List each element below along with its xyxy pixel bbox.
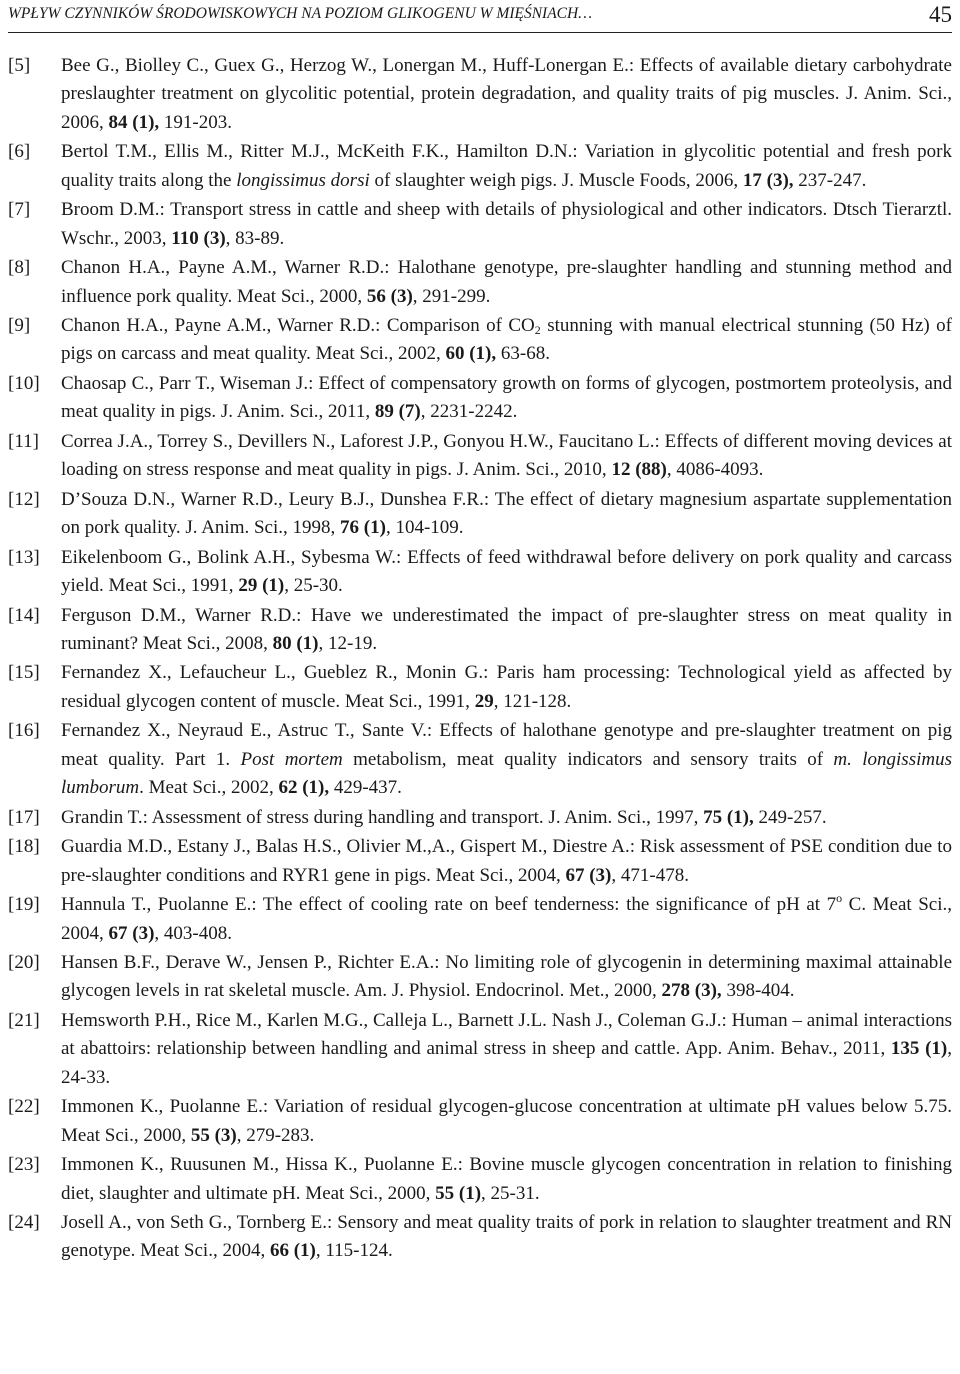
reference-segment: 2 [534,323,541,338]
reference-number: [24] [8,1212,40,1234]
reference-segment: Hansen B.F., Derave W., Jensen P., Richter E.A.: No limiting role of glycogenin in determining maximal attainable glycogen levels in rat skeletal muscle. Am. J. Physiol. Endocrinol. Met., 2000, [61,952,952,1002]
reference-segment: Guardia M.D., Estany J., Balas H.S., Olivier M.,A., Gispert M., Diestre A.: Risk assessment of PSE condition due to pre-slaughter conditions and RYR1 gene in pigs. Meat Sci., 2004, [61,836,952,886]
reference-number: [20] [8,952,40,973]
reference-item [8,196,952,253]
reference-segment: 84 (1), [108,111,160,133]
reference-text [61,952,952,1001]
reference-item [8,659,952,716]
reference-segment: Bertol T.M., Ellis M., Ritter M.J., McKeith F.K., Hamilton D.N.: Variation in glycolitic potential and fresh pork quality traits along the [61,141,952,191]
reference-item [8,254,952,311]
reference-item [8,428,952,485]
reference-segment: Chanon H.A., Payne A.M., Warner R.D.: Comparison of CO [61,315,535,337]
reference-segment: 80 (1) [272,632,319,654]
reference-text [61,1010,952,1088]
reference-list [8,52,952,1267]
reference-segment: 55 (1) [435,1182,482,1204]
reference-number: [7] [8,199,31,221]
reference-segment: stunning with manual electrical stunning (50 Hz) of pigs on carcass and meat quality. Meat Sci., 2002, [61,315,952,365]
reference-text [61,55,952,133]
reference-number: [21] [8,1009,40,1031]
reference-segment: 135 (1) [890,1038,948,1060]
reference-segment: 191-203. [159,111,232,133]
reference-item [8,1007,952,1092]
reference-number: [9] [8,315,31,337]
reference-text [61,257,952,306]
page-number: 45 [929,2,952,27]
reference-text [61,720,952,798]
reference-segment: Immonen K., Ruusunen M., Hissa K., Puolanne E.: Bovine muscle glycogen concentration in relation to finishing diet, slaughter and ultimate pH. Meat Sci., 2000, [61,1154,952,1204]
reference-segment: 56 (3) [366,285,413,307]
reference-item [8,833,952,890]
reference-number: [12] [8,488,40,510]
reference-item [8,717,952,802]
reference-segment: 17 (3), [742,169,794,191]
reference-text [61,891,952,944]
reference-segment: longissimus dorsi [236,169,370,191]
reference-segment: Correa J.A., Torrey S., Devillers N., Laforest J.P., Gonyou H.W., Faucitano L.: Effects of different moving devices at loading on stress response and meat quality in pigs. J. Anim. Sci., 2010, [61,430,952,481]
reference-segment: Grandin T.: Assessment of stress during handling and transport. J. Anim. Sci., 1997, [61,806,704,828]
reference-text [61,141,952,190]
reference-number: [14] [8,604,40,626]
reference-segment: Fernandez X., Neyraud E., Astruc T., Sante V.: Effects of halothane genotype and pre-slaughter treatment on pig meat quality. Part 1. [61,720,952,770]
reference-segment: , 12-19. [318,632,378,654]
reference-segment: Hemsworth P.H., Rice M., Karlen M.G., Calleja L., Barnett J.L. Nash J., Coleman G.J.: Human – animal interactions at abattoirs: relationship between handling and animal stress in sheep and cattle. App. Anim. Behav., 2011, [61,1009,952,1060]
reference-segment: , 471-478. [611,864,689,886]
reference-item [8,486,952,543]
reference-number: [18] [8,836,40,858]
reference-text [61,1212,952,1261]
reference-text [61,547,952,596]
reference-number: [6] [8,141,31,163]
reference-segment: 62 (1), [278,777,330,799]
reference-number: [13] [8,546,40,568]
reference-text [61,1096,952,1145]
reference-segment: 110 (3) [171,227,226,249]
reference-segment: 55 (3) [190,1124,237,1146]
reference-segment: metabolism, meat quality indicators and sensory traits of [342,748,834,770]
reference-segment: , 4086-4093. [666,459,764,481]
reference-segment: , 83-89. [225,227,285,249]
reference-text [61,315,952,364]
reference-text [61,662,952,711]
reference-text [61,489,952,538]
reference-segment: 63-68. [496,343,550,365]
reference-text [61,836,952,885]
reference-number: [8] [8,257,31,279]
reference-segment: 429-437. [329,777,402,799]
reference-segment: Fernandez X., Lefaucheur L., Gueblez R., Monin G.: Paris ham processing: Technological yield as affected by residual glycogen content of muscle. Meat Sci., 1991, [61,662,952,712]
reference-segment: m. longissimus lumborum [61,748,952,799]
reference-segment: Hannula T., Puolanne E.: The effect of cooling rate on beef tenderness: the significance of pH at 7 [61,894,837,916]
reference-segment: , 115-124. [315,1240,393,1262]
reference-item [8,891,952,948]
reference-segment: 29 (1) [238,575,285,597]
reference-item [8,370,952,427]
reference-number: [17] [8,806,40,828]
reference-segment: , 25-31. [481,1182,540,1204]
reference-segment: of slaughter weigh pigs. J. Muscle Foods, 2006, [369,169,743,191]
reference-number: [23] [8,1154,40,1176]
reference-segment: 398-404. [721,980,795,1002]
reference-segment: Chanon H.A., Payne A.M., Warner R.D.: Halothane genotype, pre-slaughter handling and stunning method and influence pork quality. Meat Sci., 2000, [61,257,952,307]
reference-segment: , 403-408. [154,922,232,944]
reference-segment: 89 (7) [374,401,421,423]
reference-segment: , 104-109. [385,517,464,539]
reference-segment: 75 (1), [703,806,754,828]
reference-item [8,1151,952,1208]
reference-segment: 67 (3) [108,922,155,944]
reference-segment: Eikelenboom G., Bolink A.H., Sybesma W.: Effects of feed withdrawal before delivery on pork quality and carcass yield. Meat Sci., 1991, [61,546,952,597]
reference-segment: D’Souza D.N., Warner R.D., Leury B.J., Dunshea F.R.: The effect of dietary magnesium aspartate supplementation on pork quality. J. Anim. Sci., 1998, [61,488,952,539]
reference-segment: 12 (88) [611,459,667,481]
reference-segment: 66 (1) [269,1240,316,1262]
reference-segment: , 279-283. [236,1124,315,1146]
reference-segment: Bee G., Biolley C., Guex G., Herzog W., Lonergan M., Huff-Lonergan E.: Effects of available dietary carbohydrate preslaughter treatment on glycolitic potential, protein degradation, and quality traits of pig muscles. J. Anim. Sci., 2006, [61,55,952,133]
reference-segment: , 25-30. [284,575,343,597]
reference-segment: 249-257. [753,806,827,828]
reference-segment: 67 (3) [565,864,612,886]
reference-segment: , 2231-2242. [420,401,518,423]
reference-segment: , 24-33. [61,1038,952,1088]
reference-item [8,949,952,1006]
reference-number: [22] [8,1096,40,1118]
reference-text [61,605,952,654]
reference-segment: Broom D.M.: Transport stress in cattle and sheep with details of physiological and other indicators. Dtsch Tierarztl. Wschr., 2003, [61,199,952,249]
reference-number: [10] [8,372,40,394]
reference-item [8,138,952,195]
reference-text [61,1154,952,1203]
reference-item [8,312,952,369]
reference-segment: Ferguson D.M., Warner R.D.: Have we underestimated the impact of pre-slaughter stress on meat quality in ruminant? Meat Sci., 2008, [61,604,952,654]
reference-number: [11] [8,430,39,452]
reference-segment: Chaosap C., Parr T., Wiseman J.: Effect of compensatory growth on forms of glycogen, postmortem proteolysis, and meat quality in pigs. J. Anim. Sci., 2011, [61,372,952,423]
reference-segment: 76 (1) [340,517,386,539]
reference-number: [19] [8,894,40,916]
reference-number: [5] [8,55,31,76]
reference-text [61,373,952,422]
reference-segment: 29 [474,690,494,712]
reference-segment: . Meat Sci., 2002, [139,777,279,799]
reference-number: [15] [8,662,40,684]
reference-segment: Post mortem [240,748,343,770]
reference-text [61,807,827,828]
reference-segment: Josell A., von Seth G., Tornberg E.: Sensory and meat quality traits of pork in relation to slaughter treatment and RN genotype. Meat Sci., 2004, [61,1212,952,1262]
reference-segment: C. Meat Sci., 2004, [61,894,952,944]
reference-segment: 278 (3), [661,980,722,1002]
running-header-title: WPŁYW CZYNNIKÓW ŚRODOWISKOWYCH NA POZIOM GLIKOGENU W MIĘŚNIACH… [8,5,592,22]
running-header [8,0,952,33]
reference-segment: 60 (1), [445,343,497,365]
reference-segment: Immonen K., Puolanne E.: Variation of residual glycogen-glucose concentration at ultimate pH values below 5.75. Meat Sci., 2000, [61,1096,952,1146]
reference-item [8,602,952,659]
reference-item [8,1093,952,1150]
reference-number: [16] [8,720,40,742]
reference-item [8,804,952,832]
reference-segment: 237-247. [793,169,867,191]
reference-item [8,1209,952,1266]
reference-text [61,431,952,480]
reference-segment: o [836,891,843,906]
reference-item [8,52,952,137]
reference-segment: , 121-128. [493,690,572,712]
reference-text [61,199,952,248]
reference-segment: , 291-299. [412,285,491,307]
reference-item [8,544,952,601]
